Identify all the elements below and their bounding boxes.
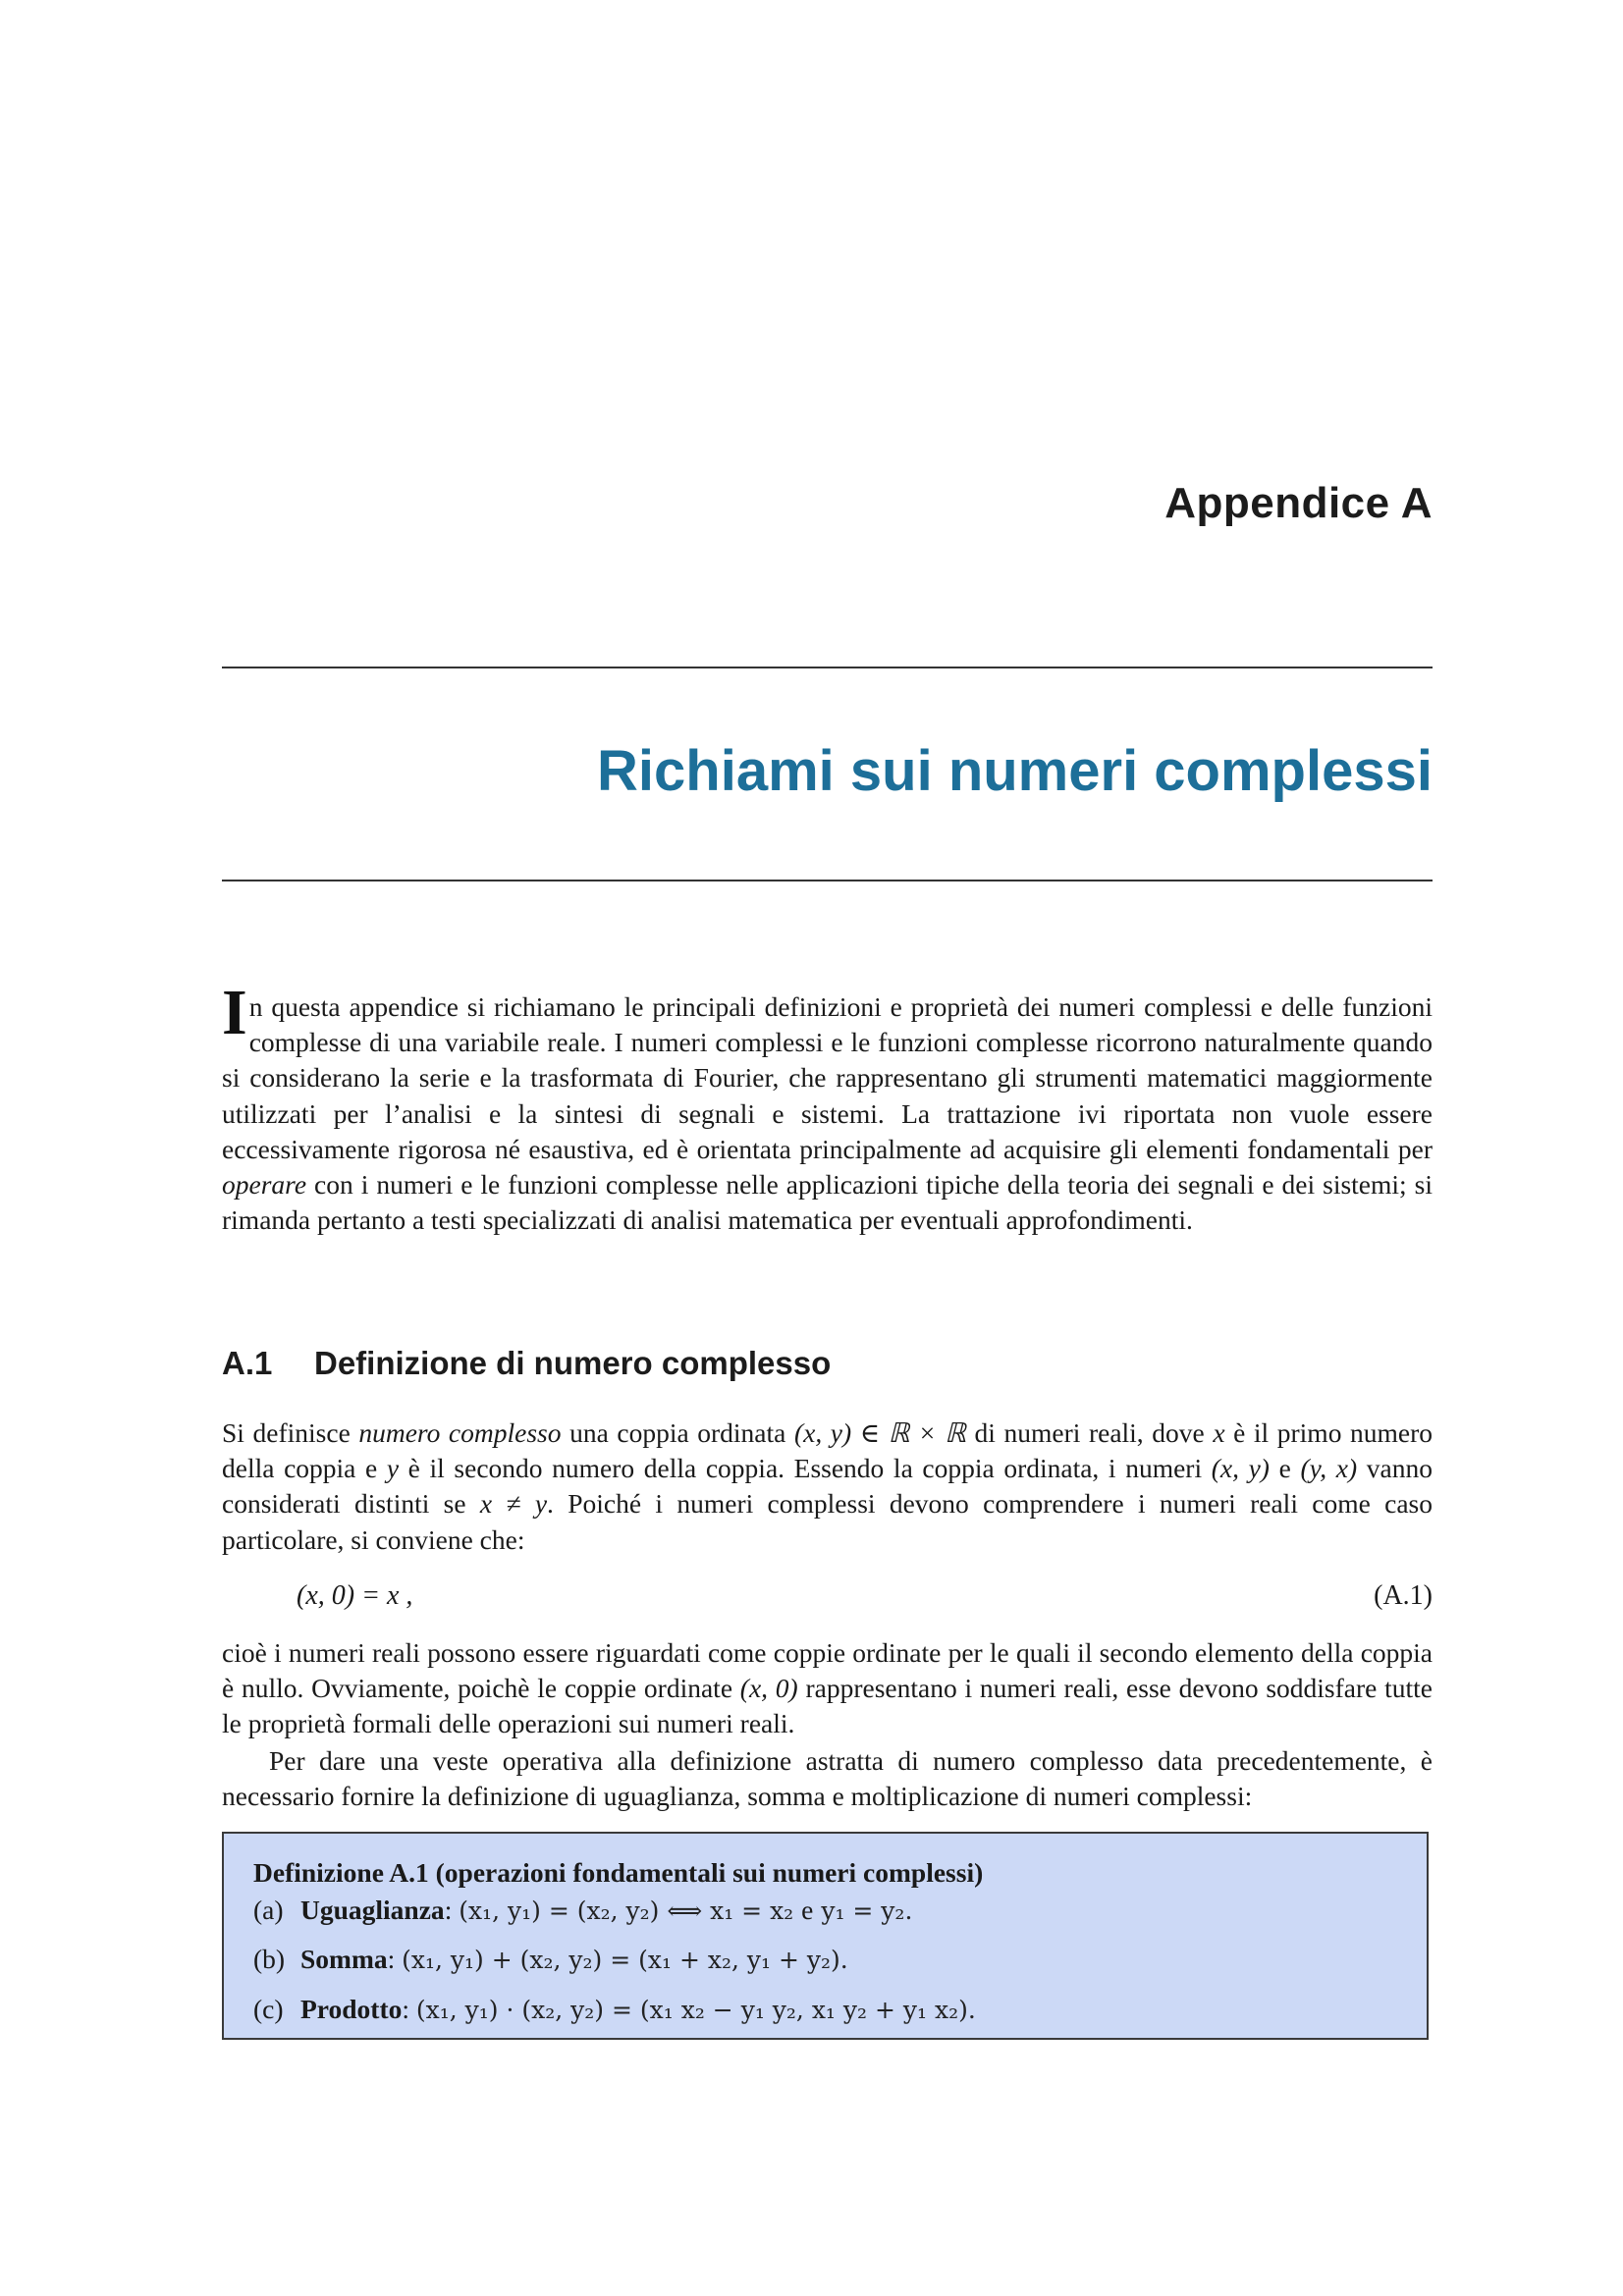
item-formula: (x₁, y₁) = (x₂, y₂) ⟺ x₁ = x₂ — [459, 1896, 802, 1925]
para1-math-6: x ≠ y — [479, 1488, 548, 1520]
para1-math-1: (x, y) ∈ ℝ × ℝ — [793, 1417, 966, 1448]
paragraph-definition — [222, 1415, 1433, 1558]
item-formula: (x₁, y₁) + (x₂, y₂) = (x₁ + x₂, y₁ + y₂). — [402, 1946, 848, 1974]
para1-text-1: Si definisce — [222, 1417, 359, 1448]
para1-text-7: vanno considerati distinti se — [222, 1453, 1433, 1520]
para1-text-3: di numeri reali, dove — [965, 1417, 1214, 1448]
equation-tag: (A.1) — [1374, 1580, 1433, 1611]
para2-math-1: (x, 0) — [739, 1673, 798, 1704]
section-title: Definizione di numero complesso — [314, 1345, 832, 1381]
item-name: Prodotto — [300, 1994, 403, 2024]
para1-math-5: (y, x) — [1300, 1453, 1358, 1484]
item-label: (a) — [253, 1895, 284, 1925]
para1-text-6: e — [1269, 1453, 1301, 1484]
definition-box — [222, 1832, 1429, 2040]
para1-math-4: (x, y) — [1211, 1453, 1270, 1484]
para2-text-1: cioè i numeri reali possono essere riguardati come coppie ordinate per le quali il secondo elemento della coppia è nullo. Ovviamente, poichè le coppie ordinate — [222, 1637, 1433, 1704]
title-rule-top — [222, 667, 1433, 668]
chapter-title: Richiami sui numeri complessi — [597, 739, 1433, 803]
definition-item-sum: (b) Somma: (x₁, y₁) + (x₂, y₂) = (x₁ + x₂, y₁ + y₂). — [253, 1944, 848, 1974]
item-label: (b) — [253, 1944, 286, 1974]
para1-math-3: y — [386, 1453, 400, 1484]
intro-emphasis: operare — [222, 1169, 307, 1201]
appendix-label: Appendice A — [1164, 479, 1433, 527]
definition-item-product: (c) Prodotto: (x₁, y₁) · (x₂, y₂) = (x₁ x₂ − y₁ y₂, x₁ y₂ + y₁ x₂). — [253, 1994, 976, 2024]
intro-text-end: con i numeri e le funzioni complesse nelle applicazioni tipiche della teoria dei segnali e dei sistemi; si rimanda pertanto a testi specializzati di analisi matematica per eventuali approfondimenti. — [222, 1169, 1433, 1236]
paragraph-real-numbers — [222, 1635, 1433, 1742]
section-heading — [222, 1345, 831, 1382]
definition-title: Definizione A.1 (operazioni fondamentali sui numeri complessi) — [253, 1857, 984, 1888]
section-number: A.1 — [222, 1345, 273, 1381]
paragraph-operations-intro: Per dare una veste operativa alla definizione astratta di numero complesso data precedentemente, è necessario fornire la definizione di uguaglianza, somma e moltiplicazione di numeri complessi: — [222, 1745, 1433, 1812]
para1-text-5: è il secondo numero della coppia. Essendo la coppia ordinata, i numeri — [399, 1453, 1212, 1484]
para1-text-4: è il primo numero della coppia e — [222, 1417, 1434, 1484]
item-label: (c) — [253, 1994, 284, 2024]
para2-text-2: rappresentano i numeri reali, esse devono soddisfare tutte le proprietà formali delle operazioni sui numeri reali. — [222, 1673, 1433, 1739]
item-connector: e — [801, 1895, 814, 1925]
para1-text-8: . Poiché i numeri complessi devono comprendere i numeri reali come caso particolare, si conviene che: — [222, 1488, 1434, 1555]
item-name: Somma — [300, 1944, 388, 1974]
definition-item-equality: (a) Uguaglianza: (x₁, y₁) = (x₂, y₂) ⟺ x₁ = x₂ e y₁ = y₂. — [253, 1895, 913, 1925]
item-formula: (x₁, y₁) · (x₂, y₂) = (x₁ x₂ − y₁ y₂, x₁ y₂ + y₁ x₂). — [415, 1996, 976, 2024]
intro-text: n questa appendice si richiamano le principali definizioni e proprietà dei numeri complessi e delle funzioni complesse di una variabile reale. I numeri complessi e le funzioni complesse ricorrono naturalmente quando si considerano la serie e la trasformata di Fourier, che rappresentano gli strumenti matematici maggiormente utilizzati per l’analisi e la sintesi di segnali e sistemi. La trattazione ivi riportata non vuole essere eccessivamente rigorosa né esaustiva, ed è orientata principalmente ad acquisire gli elementi fondamentali per — [222, 991, 1433, 1164]
item-formula-2: y₁ = y₂. — [813, 1896, 913, 1925]
equation-a1 — [222, 1580, 1433, 1620]
para1-emphasis: numero complesso — [358, 1417, 562, 1448]
title-rule-bottom — [222, 880, 1433, 881]
equation-body: (x, 0) = x , — [297, 1580, 413, 1611]
item-name: Uguaglianza — [300, 1895, 445, 1925]
para1-math-2: x — [1213, 1417, 1225, 1448]
intro-paragraph — [222, 977, 1433, 1238]
para1-text-2: una coppia ordinata — [561, 1417, 794, 1448]
dropcap: I — [222, 977, 247, 1048]
